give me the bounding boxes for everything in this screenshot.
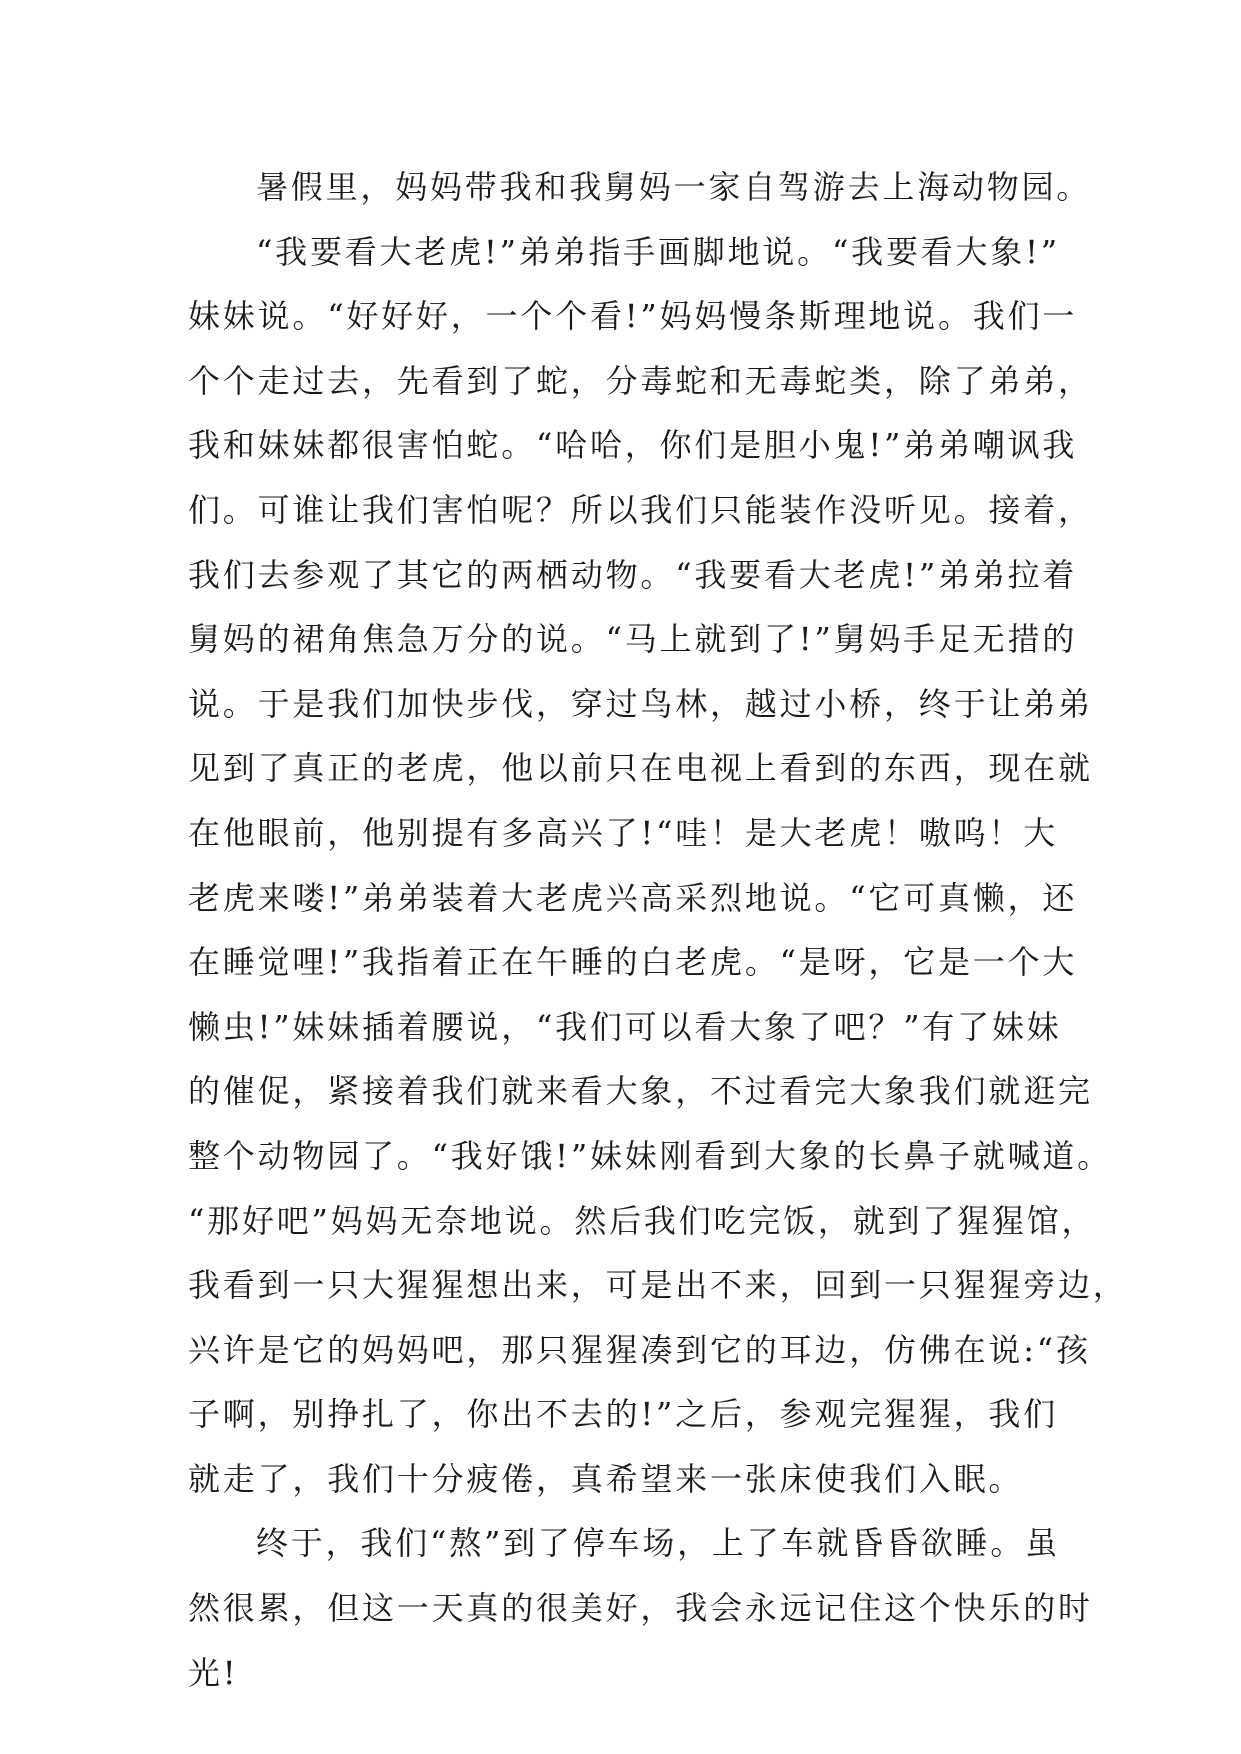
paragraph-2-line-13: 懒虫!”妹妹插着腰说，“我们可以看大象了吧？”有了妹妹 bbox=[188, 1007, 1062, 1046]
paragraph-2-line-18: 兴许是它的妈妈吧，那只猩猩凑到它的耳边，仿佛在说:“孩 bbox=[188, 1330, 1091, 1369]
paragraph-2-line-10: 在他眼前，他别提有多高兴了!“哇！是大老虎！嗷呜！大 bbox=[188, 813, 1059, 852]
paragraph-3-line-3: 光! bbox=[188, 1653, 239, 1692]
paragraph-2-line-20: 就走了，我们十分疲倦，真希望来一张床使我们入眠。 bbox=[188, 1459, 1024, 1498]
paragraph-2-line-1: “我要看大老虎!”弟弟指手画脚地说。“我要看大象!” bbox=[256, 232, 1060, 271]
paragraph-2-line-11: 老虎来喽!”弟弟装着大老虎兴高采烈地说。“它可真懒，还 bbox=[188, 878, 1078, 917]
paragraph-2-line-7: 舅妈的裙角焦急万分的说。“马上就到了!”舅妈手足无措的 bbox=[188, 620, 1078, 659]
paragraph-2-line-16: “那好吧”妈妈无奈地说。然后我们吃完饭，就到了猩猩馆， bbox=[188, 1201, 1097, 1240]
paragraph-1-line-1: 暑假里，妈妈带我和我舅妈一家自驾游去上海动物园。 bbox=[256, 168, 1092, 206]
paragraph-2-line-19: 子啊，别挣扎了，你出不去的!”之后，参观完猩猩，我们 bbox=[188, 1395, 1059, 1434]
paragraph-2-line-14: 的催促，紧接着我们就来看大象，不过看完大象我们就逛完 bbox=[188, 1072, 1093, 1111]
paragraph-2-line-17: 我看到一只大猩猩想出来，可是出不来，回到一只猩猩旁边， bbox=[188, 1266, 1128, 1305]
paragraph-2-line-8: 说。于是我们加快步伐，穿过鸟林，越过小桥，终于让弟弟 bbox=[188, 684, 1093, 723]
paragraph-2-line-12: 在睡觉哩!”我指着正在午睡的白老虎。“是呀，它是一个大 bbox=[188, 943, 1078, 982]
paragraph-2-line-5: 们。可谁让我们害怕呢？所以我们只能装作没听见。接着， bbox=[188, 490, 1093, 529]
paragraph-2-line-6: 我们去参观了其它的两栖动物。“我要看大老虎!”弟弟拉着 bbox=[188, 555, 1078, 594]
essay-body bbox=[188, 155, 1128, 1705]
paragraph-3-line-2: 然很累，但这一天真的很美好，我会永远记住这个快乐的时 bbox=[188, 1589, 1093, 1628]
paragraph-3-line-1: 终于，我们“熬”到了停车场，上了车就昏昏欲睡。虽 bbox=[256, 1524, 1060, 1563]
paragraph-2-line-4: 我和妹妹都很害怕蛇。“哈哈，你们是胆小鬼!”弟弟嘲讽我 bbox=[188, 426, 1078, 465]
paragraph-2-line-2: 妹妹说。“好好好，一个个看!”妈妈慢条斯理地说。我们一 bbox=[188, 297, 1078, 336]
paragraph-2-line-9: 见到了真正的老虎，他以前只在电视上看到的东西，现在就 bbox=[188, 749, 1093, 788]
paragraph-2-line-3: 个个走过去，先看到了蛇，分毒蛇和无毒蛇类，除了弟弟， bbox=[188, 361, 1093, 400]
paragraph-2-line-15: 整个动物园了。“我好饿!”妹妹刚看到大象的长鼻子就喊道。 bbox=[188, 1136, 1112, 1175]
